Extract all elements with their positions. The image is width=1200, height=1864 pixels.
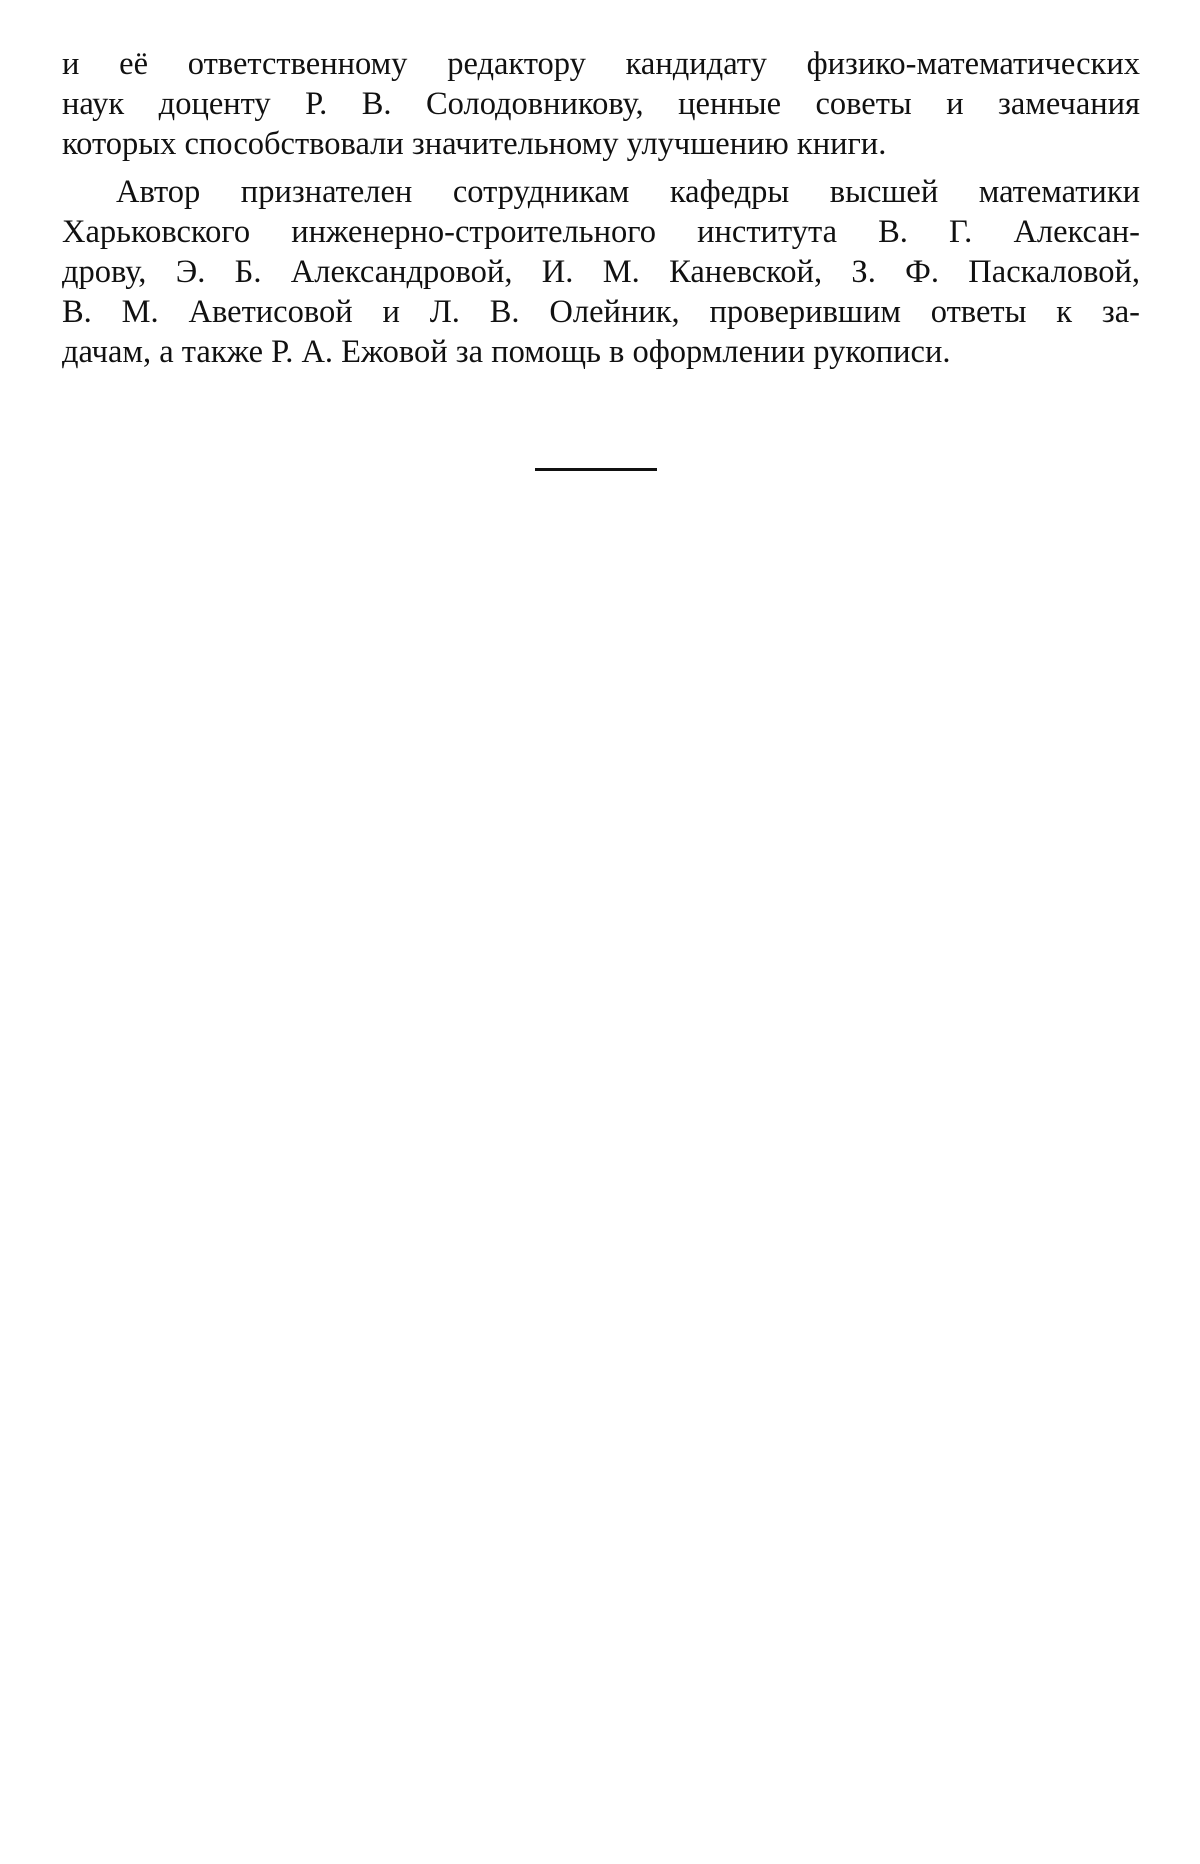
text-line: которых способствовали значительному улучшению книги. — [62, 126, 887, 162]
text-line: и её ответственному редактору кандидату физико-математических — [62, 46, 1140, 82]
text-line: наук доценту Р. В. Солодовникову, ценные советы и замечания — [62, 86, 1140, 122]
document-page — [62, 44, 1140, 372]
paragraph-acknowledgement-editor — [62, 44, 1140, 164]
paragraph-spacing — [62, 164, 1140, 172]
text-line: В. М. Аветисовой и Л. В. Олейник, проверившим ответы к за- — [62, 294, 1140, 330]
section-divider-rule — [535, 468, 657, 471]
text-line: дрову, Э. Б. Александровой, И. М. Каневской, З. Ф. Паскаловой, — [62, 254, 1140, 290]
paragraph-acknowledgement-staff — [62, 172, 1140, 372]
text-line: Автор признателен сотрудникам кафедры высшей математики — [116, 174, 1140, 210]
text-line: Харьковского инженерно-строительного института В. Г. Алексан- — [62, 214, 1140, 250]
text-line: дачам, а также Р. А. Ежовой за помощь в оформлении рукописи. — [62, 334, 951, 370]
